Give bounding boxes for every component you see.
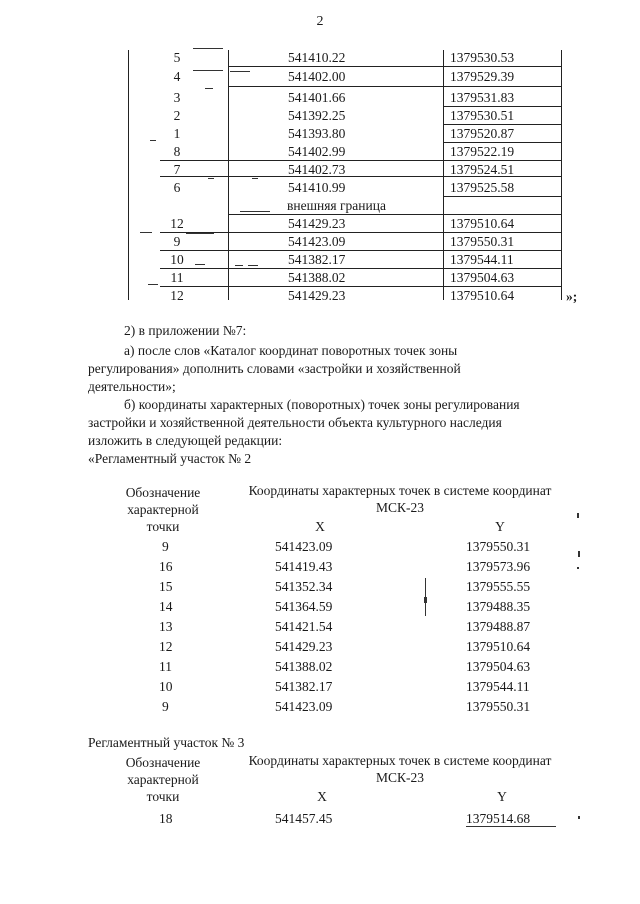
coord-x: 541423.09 bbox=[288, 234, 346, 249]
coord-y: 1379531.83 bbox=[450, 90, 515, 105]
point-number: 10 bbox=[159, 679, 173, 694]
coord-x: 541402.99 bbox=[288, 144, 346, 159]
header-designation: Обозначение bbox=[125, 755, 201, 770]
coord-y: 1379520.87 bbox=[450, 126, 515, 141]
header-x: X bbox=[315, 519, 325, 534]
coord-x: 541423.09 bbox=[275, 539, 333, 554]
point-number: 8 bbox=[173, 144, 181, 159]
paragraph-b-line: застройки и хозяйственной деятельности объекта культурного наследия bbox=[88, 415, 502, 430]
point-number: 16 bbox=[159, 559, 173, 574]
coord-y: 1379573.96 bbox=[466, 559, 531, 574]
coord-x: 541457.45 bbox=[275, 811, 333, 826]
coord-y: 1379529.39 bbox=[450, 69, 515, 84]
table-column-divider bbox=[228, 50, 229, 300]
coord-y: 1379530.53 bbox=[450, 50, 515, 65]
coord-x: 541401.66 bbox=[288, 90, 346, 105]
point-number: 18 bbox=[159, 811, 173, 826]
point-number: 13 bbox=[159, 619, 173, 634]
header-coordinates: Координаты характерных точек в системе координат bbox=[248, 753, 552, 768]
point-number: 12 bbox=[159, 639, 173, 654]
coord-y: 1379544.11 bbox=[466, 679, 530, 694]
point-number: 3 bbox=[173, 90, 181, 105]
coord-x: 541423.09 bbox=[275, 699, 333, 714]
section-label: внешняя граница bbox=[287, 198, 386, 213]
table-row-line bbox=[160, 160, 561, 161]
coord-x: 541429.23 bbox=[288, 216, 346, 231]
coord-x: 541388.02 bbox=[288, 270, 346, 285]
header-designation: точки bbox=[146, 519, 180, 534]
coord-y: 1379504.63 bbox=[466, 659, 531, 674]
coord-x: 541410.22 bbox=[288, 50, 346, 65]
coord-x: 541402.00 bbox=[288, 69, 346, 84]
point-number: 15 bbox=[159, 579, 173, 594]
coord-x: 541402.73 bbox=[288, 162, 346, 177]
header-y: Y bbox=[497, 789, 507, 804]
closing-quote: »; bbox=[566, 289, 578, 304]
point-number: 11 bbox=[159, 659, 172, 674]
header-coordinates: Координаты характерных точек в системе координат bbox=[248, 483, 552, 498]
coord-x: 541388.02 bbox=[275, 659, 333, 674]
table-row-line bbox=[160, 286, 561, 287]
table-row-line bbox=[228, 86, 561, 87]
coord-y: 1379544.11 bbox=[450, 252, 514, 267]
table-row-line bbox=[160, 250, 561, 251]
table-row-line bbox=[160, 268, 561, 269]
header-designation: точки bbox=[146, 789, 180, 804]
point-number: 12 bbox=[170, 288, 184, 303]
coord-x: 541382.17 bbox=[275, 679, 333, 694]
table-row-line bbox=[443, 142, 561, 143]
point-number: 14 bbox=[159, 599, 173, 614]
table-row-line bbox=[443, 124, 561, 125]
coord-x: 541421.54 bbox=[275, 619, 333, 634]
header-y: Y bbox=[495, 519, 505, 534]
point-number: 4 bbox=[173, 69, 181, 84]
coord-y: 1379525.58 bbox=[450, 180, 515, 195]
coord-y: 1379510.64 bbox=[450, 288, 515, 303]
table-border-left bbox=[128, 50, 129, 300]
paragraph-a-line: регулирования» дополнить словами «застройки и хозяйственной bbox=[88, 361, 461, 376]
coord-y: 1379530.51 bbox=[450, 108, 515, 123]
coordinates-table-top bbox=[0, 0, 640, 310]
point-number: 2 bbox=[173, 108, 181, 123]
point-number: 1 bbox=[173, 126, 181, 141]
table-row-line bbox=[160, 232, 561, 233]
section-3-title: Регламентный участок № 3 bbox=[88, 735, 245, 750]
page-number: 2 bbox=[316, 14, 324, 29]
point-number: 11 bbox=[170, 270, 184, 285]
coord-y: 1379550.31 bbox=[466, 539, 531, 554]
point-number: 9 bbox=[162, 699, 169, 714]
section-2-title: «Регламентный участок № 2 bbox=[88, 451, 252, 466]
coord-x: 541419.43 bbox=[275, 559, 333, 574]
table-row-line bbox=[228, 66, 561, 67]
coord-x: 541352.34 bbox=[275, 579, 333, 594]
coord-x: 541392.25 bbox=[288, 108, 346, 123]
header-designation: Обозначение bbox=[125, 485, 201, 500]
coord-y: 1379510.64 bbox=[466, 639, 531, 654]
header-designation: характерной bbox=[127, 772, 199, 787]
coord-y: 1379550.31 bbox=[466, 699, 531, 714]
table-row-line bbox=[443, 106, 561, 107]
table-row-line bbox=[443, 196, 561, 197]
paragraph-b-line: б) координаты характерных (поворотных) точек зоны регулирования bbox=[124, 397, 520, 412]
coord-y: 1379504.63 bbox=[450, 270, 515, 285]
coord-x: 541393.80 bbox=[288, 126, 346, 141]
header-designation: характерной bbox=[127, 502, 199, 517]
point-number: 5 bbox=[173, 50, 181, 65]
coord-y: 1379555.55 bbox=[466, 579, 531, 594]
item-2-heading: 2) в приложении №7: bbox=[124, 323, 247, 338]
coord-y: 1379514.68 bbox=[466, 811, 531, 826]
coord-y: 1379510.64 bbox=[450, 216, 515, 231]
coord-x: 541410.99 bbox=[288, 180, 346, 195]
point-number: 10 bbox=[170, 252, 184, 267]
coord-x: 541429.23 bbox=[275, 639, 333, 654]
header-coordinates: МСК-23 bbox=[375, 500, 424, 515]
coord-y: 1379524.51 bbox=[450, 162, 515, 177]
paragraph-a-line: деятельности»; bbox=[88, 379, 176, 394]
coord-y: 1379550.31 bbox=[450, 234, 515, 249]
paragraph-b-line: изложить в следующей редакции: bbox=[88, 433, 283, 448]
point-number: 9 bbox=[173, 234, 181, 249]
table-row-line bbox=[228, 214, 561, 215]
coord-y: 1379522.19 bbox=[450, 144, 515, 159]
coord-y: 1379488.35 bbox=[466, 599, 531, 614]
coord-y: 1379488.87 bbox=[466, 619, 531, 634]
paragraph-a-line: а) после слов «Каталог координат поворотных точек зоны bbox=[124, 343, 458, 358]
coord-x: 541429.23 bbox=[288, 288, 346, 303]
table-column-divider bbox=[443, 50, 444, 300]
header-x: X bbox=[317, 789, 327, 804]
point-number: 9 bbox=[162, 539, 169, 554]
coord-x: 541364.59 bbox=[275, 599, 333, 614]
point-number: 7 bbox=[173, 162, 181, 177]
coord-x: 541382.17 bbox=[288, 252, 346, 267]
point-number: 6 bbox=[173, 180, 181, 195]
header-coordinates: МСК-23 bbox=[375, 770, 424, 785]
point-number: 12 bbox=[170, 216, 184, 231]
